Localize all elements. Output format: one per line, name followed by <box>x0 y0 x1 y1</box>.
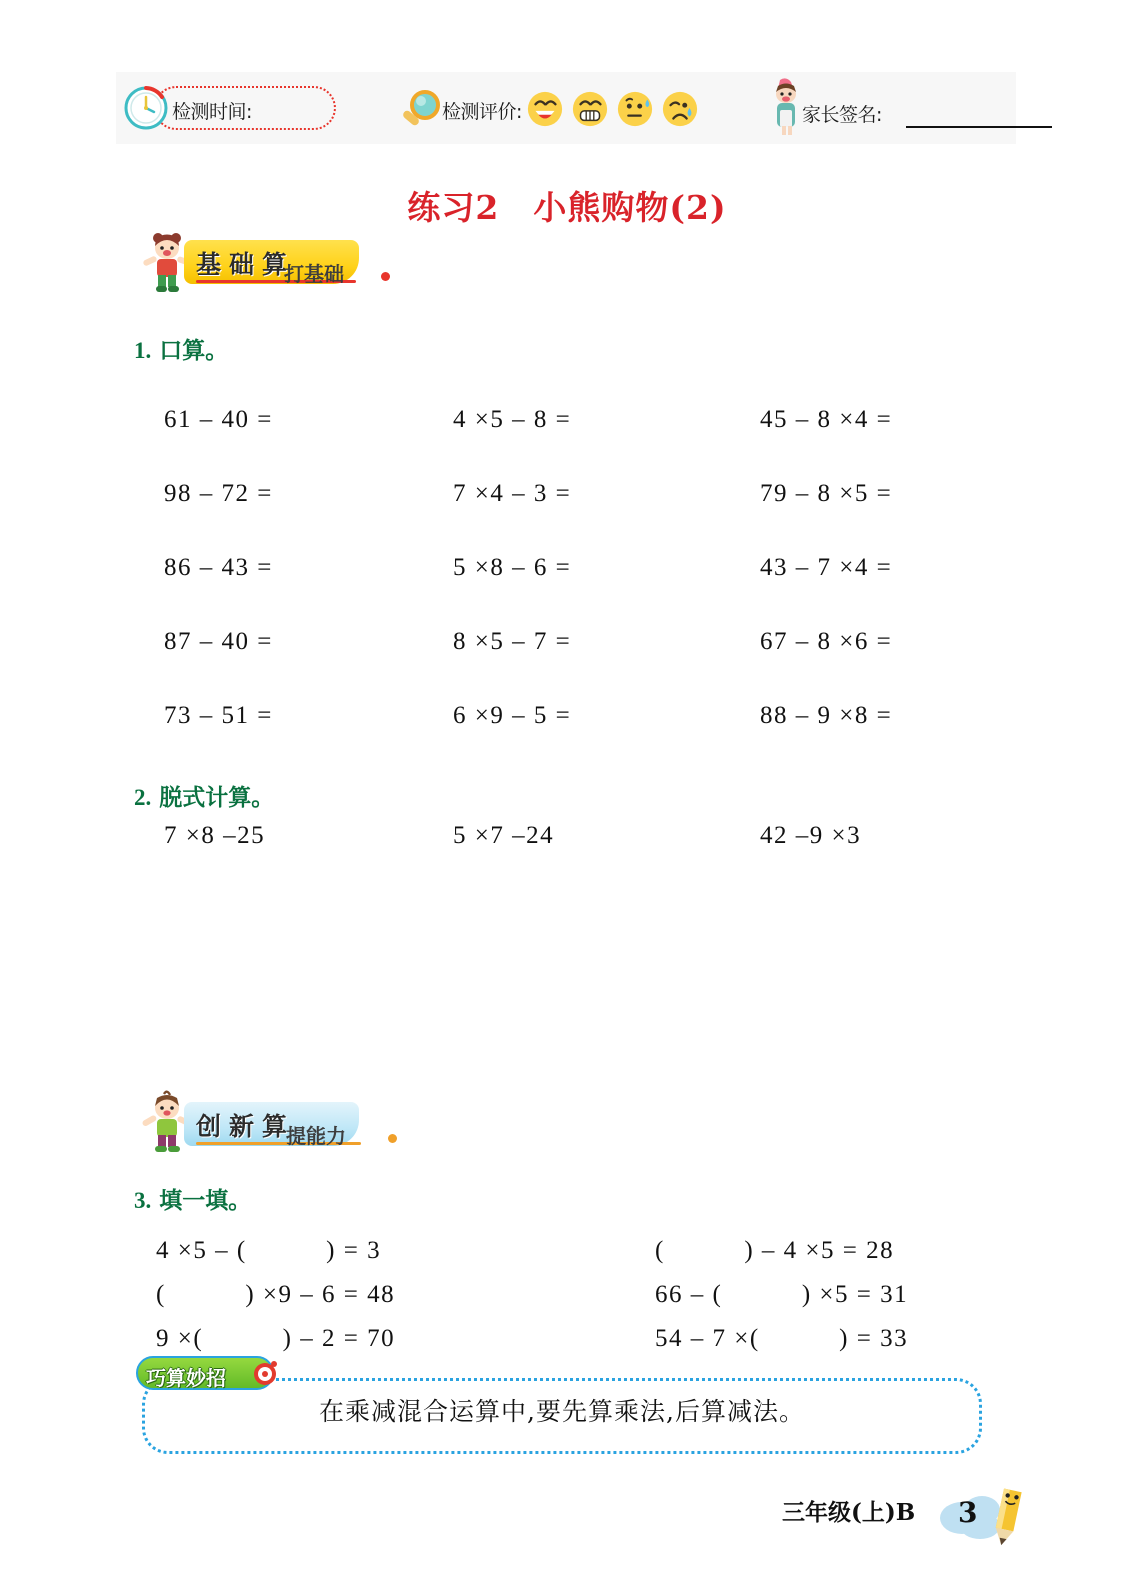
question-1-title: 口算。 <box>159 338 229 364</box>
evaluation-emoji-row[interactable] <box>526 90 699 128</box>
alarm-bell-icon <box>250 1358 280 1388</box>
banner-title-innovate: 创新算 <box>196 1112 296 1141</box>
parent-signature-label: 家长签名: <box>802 104 882 126</box>
banner-title-basic: 基础算 <box>196 250 296 279</box>
magnifier-icon <box>398 88 444 134</box>
tip-text: 在乘减混合运算中,要先算乘法,后算减法。 <box>319 1397 805 1426</box>
banner-tail-dot <box>381 272 390 281</box>
question-2-heading <box>134 779 274 812</box>
tip-badge <box>136 1356 274 1390</box>
q1-c2-r1: 4 ×5 – 8 = <box>453 406 572 433</box>
q1-c3-r4: 67 – 8 ×6 = <box>760 628 893 655</box>
question-1-heading <box>134 332 228 365</box>
q3-left-r3: 9 ×( ) – 2 = 70 <box>156 1325 396 1352</box>
parent-signature-field[interactable] <box>764 76 1024 140</box>
page-title: 练习2 小熊购物(2) <box>407 188 727 227</box>
q2-item-3: 42 –9 ×3 <box>760 822 862 849</box>
banner-tail-dot <box>388 1134 397 1143</box>
page-number: 3 <box>958 1496 978 1529</box>
worksheet-header <box>116 72 1016 144</box>
crying-sad-face-icon[interactable] <box>661 90 699 128</box>
q1-c2-r2: 7 ×4 – 3 = <box>453 480 572 507</box>
q3-left-r1: 4 ×5 – ( ) = 3 <box>156 1237 382 1264</box>
q3-right-r1: ( ) – 4 ×5 = 28 <box>655 1237 895 1264</box>
q1-c1-r2: 98 – 72 = <box>164 480 273 507</box>
page-number-badge <box>936 1484 1032 1556</box>
q1-c3-r5: 88 – 9 ×8 = <box>760 702 893 729</box>
banner-subtitle-innovate: 提能力 <box>286 1124 346 1148</box>
question-2-number: 2. <box>134 785 152 810</box>
question-1-number: 1. <box>134 338 152 363</box>
q1-c2-r5: 6 ×9 – 5 = <box>453 702 572 729</box>
section-banner-basic <box>136 232 376 294</box>
q3-right-r2: 66 – ( ) ×5 = 31 <box>655 1281 909 1308</box>
q1-c3-r1: 45 – 8 ×4 = <box>760 406 893 433</box>
test-evaluation-label: 检测评价: <box>442 101 522 123</box>
sweating-neutral-face-icon[interactable] <box>616 90 654 128</box>
tip-badge-label: 巧算妙招 <box>146 1366 226 1390</box>
question-2-title: 脱式计算。 <box>159 785 275 811</box>
q1-c1-r4: 87 – 40 = <box>164 628 273 655</box>
q1-c3-r3: 43 – 7 ×4 = <box>760 554 893 581</box>
clock-icon <box>122 84 170 132</box>
banner-subtitle-basic: 打基础 <box>284 262 344 286</box>
question-3-heading <box>134 1182 251 1215</box>
test-evaluation-field <box>398 78 728 138</box>
test-time-field[interactable] <box>116 82 341 134</box>
q1-c2-r4: 8 ×5 – 7 = <box>453 628 572 655</box>
question-3-title: 填一填。 <box>159 1188 252 1214</box>
grinning-face-icon[interactable] <box>571 90 609 128</box>
parent-signature-line[interactable] <box>906 126 1052 128</box>
q3-left-r2: ( ) ×9 – 6 = 48 <box>156 1281 396 1308</box>
cloud-pencil-icon <box>936 1484 1032 1556</box>
q1-c1-r3: 86 – 43 = <box>164 554 273 581</box>
q3-right-r3: 54 – 7 ×( ) = 33 <box>655 1325 909 1352</box>
q1-c1-r1: 61 – 40 = <box>164 406 273 433</box>
q1-c2-r3: 5 ×8 – 6 = <box>453 554 572 581</box>
q2-item-2: 5 ×7 –24 <box>453 822 555 849</box>
laughing-face-icon[interactable] <box>526 90 564 128</box>
question-3-number: 3. <box>134 1188 152 1213</box>
q1-c3-r2: 79 – 8 ×5 = <box>760 480 893 507</box>
test-time-label: 检测时间: <box>172 101 252 123</box>
footer-grade-label: 三年级(上)B <box>782 1499 916 1526</box>
q2-item-1: 7 ×8 –25 <box>164 822 266 849</box>
section-banner-innovate <box>136 1094 381 1156</box>
q1-c1-r5: 73 – 51 = <box>164 702 273 729</box>
